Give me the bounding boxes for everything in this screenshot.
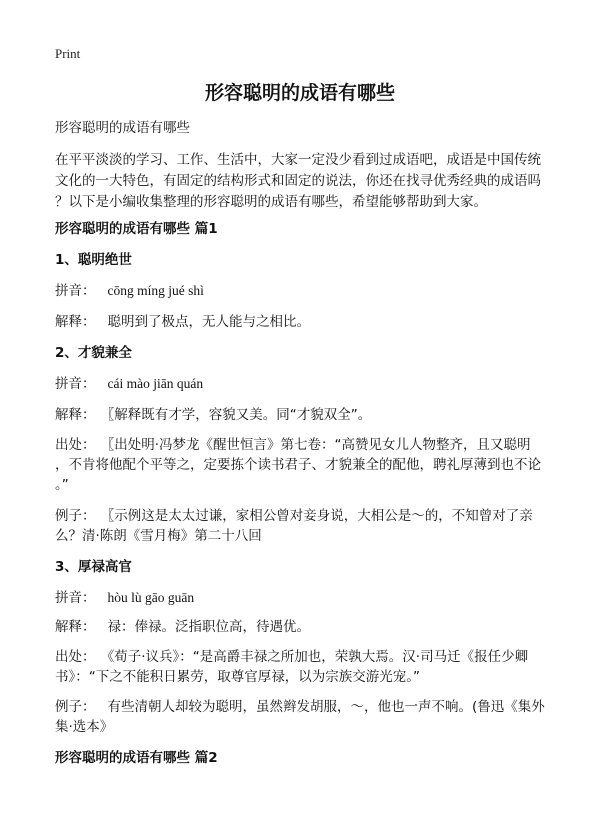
pinyin-row <box>55 587 555 609</box>
section-heading: 形容聪明的成语有哪些 篇1 <box>55 221 218 237</box>
example-row <box>55 697 555 718</box>
idiom-heading: 1、聪明绝世 <box>55 252 132 268</box>
example-label: 例子： <box>55 508 96 524</box>
pinyin-row <box>55 373 555 395</box>
pinyin-value: cōng míng jué shì <box>107 283 204 298</box>
section-heading: 形容聪明的成语有哪些 篇2 <box>55 750 218 766</box>
pinyin-label: 拼音： <box>55 590 96 606</box>
meaning-value: 〖解释既有才学，容貌又美。同“才貌双全”。 <box>107 407 372 423</box>
meaning-row <box>55 312 555 333</box>
meaning-row <box>55 617 555 638</box>
meaning-label: 解释： <box>55 314 96 330</box>
source-line: 。” <box>55 477 69 493</box>
meaning-value: 禄：俸禄。泛指职位高，待遇优。 <box>107 619 310 635</box>
source-row <box>55 435 555 456</box>
print-label: Print <box>55 46 81 61</box>
source-line: ，不肯将他配个平等之，定要拣个读书君子、才貌兼全的配他，聘礼厚薄到也不论 <box>55 457 541 473</box>
pinyin-row <box>55 280 555 302</box>
meaning-row <box>55 405 555 426</box>
example-row <box>55 506 555 527</box>
meaning-label: 解释： <box>55 407 96 423</box>
example-line: 〖示例这是太太过谦，家相公曾对妾身说，大相公是～的，不知曾对了亲 <box>107 508 533 524</box>
meaning-label: 解释： <box>55 619 96 635</box>
source-line: 书》：“下之不能积日累劳，取尊官厚禄，以为宗族交游光宠。” <box>55 669 420 685</box>
source-label: 出处： <box>55 437 96 453</box>
meaning-value: 聪明到了极点，无人能与之相比。 <box>107 314 310 330</box>
example-line: 集·选本》 <box>55 719 114 735</box>
source-line: 〖出处明·冯梦龙《醒世恒言》第七卷：“高赞见女儿人物整齐，且又聪明 <box>107 437 531 453</box>
example-label: 例子： <box>55 699 96 715</box>
document-subtitle: 形容聪明的成语有哪些 <box>55 120 190 136</box>
intro-line: ？以下是小编收集整理的形容聪明的成语有哪些，希望能够帮助到大家。 <box>55 194 487 210</box>
example-line: 有些清朝人却较为聪明，虽然辫发胡服，～，他也一声不响。(鲁迅《集外 <box>107 699 545 715</box>
source-label: 出处： <box>55 649 96 665</box>
example-line: 么？清·陈朗《雪月梅》第二十八回 <box>55 528 262 544</box>
intro-line: 文化的一大特色，有固定的结构形式和固定的说法，你还在找寻优秀经典的成语吗 <box>55 173 541 189</box>
pinyin-label: 拼音： <box>55 283 96 299</box>
source-row <box>55 647 555 668</box>
pinyin-label: 拼音： <box>55 376 96 392</box>
idiom-heading: 2、才貌兼全 <box>55 345 132 361</box>
intro-line: 在平平淡淡的学习、工作、生活中，大家一定没少看到过成语吧，成语是中国传统 <box>55 152 541 168</box>
document-title: 形容聪明的成语有哪些 <box>204 82 395 104</box>
idiom-heading: 3、厚禄高官 <box>55 559 132 575</box>
pinyin-value: cái mào jiān quán <box>107 376 204 391</box>
pinyin-value: hòu lù gāo guān <box>107 590 195 605</box>
source-line: 《荀子·议兵》：“是高爵丰禄之所加也，荣孰大焉。汉·司马迁《报任少卿 <box>107 649 529 665</box>
